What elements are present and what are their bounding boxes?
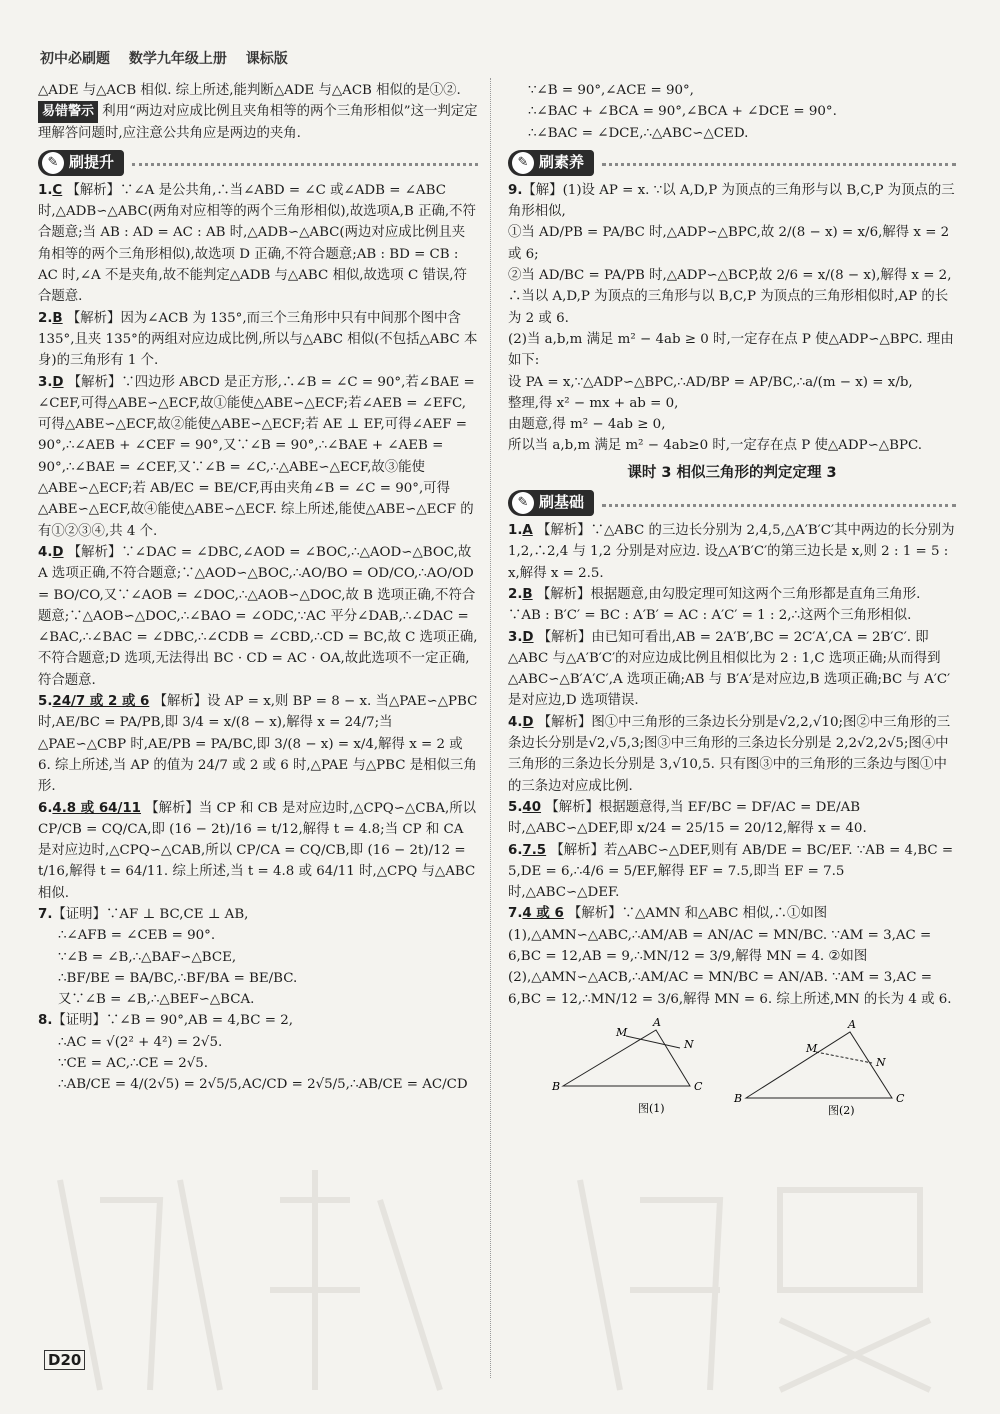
proof-line: ∴AB/CE = 4/(2√5) = 2√5/5,AC/CD = 2√5/5,∴AB/CE = AC/CD [58, 1077, 468, 1093]
label-n: N [684, 1037, 694, 1051]
proof-label: 【证明】 [52, 906, 106, 922]
question-number: 5. [508, 799, 523, 815]
question-9 [508, 180, 956, 457]
question-8 [38, 1010, 478, 1095]
dotted-rule [132, 163, 478, 166]
section-badge [508, 150, 594, 176]
figure-2 [733, 1018, 905, 1116]
proof-line: 又∵∠B = ∠B,∴△BEF∽△BCA. [58, 992, 255, 1008]
solution-line: ∴当以 A,D,P 为顶点的三角形与以 B,C,P 为顶点的三角形相似时,AP 的长为 2 或 6. [508, 289, 949, 326]
basic-question-1 [508, 520, 956, 584]
dotted-rule [602, 504, 956, 507]
question-number: 3. [38, 374, 53, 390]
column-divider [490, 78, 491, 1378]
warning-label: 易错警示 [38, 101, 98, 122]
intro-text: △ADE 与△ACB 相似. 综上所述,能判断△ADE 与△ACB 相似的是①②. [38, 83, 461, 98]
basic-question-6 [508, 840, 956, 904]
solution-line: 由题意,得 m² − 4ab ≥ 0, [508, 417, 666, 433]
section-header-jichu [508, 488, 956, 518]
question-4 [38, 542, 478, 691]
left-column [38, 80, 478, 1096]
question-6 [38, 798, 478, 904]
header-series: 初中必刷题 [40, 51, 110, 67]
solution-text: 【解析】由已知可看出,AB = 2A′B′,BC = 2C′A′,CA = 2B′C′. 即△ABC 与△A′B′C′的对应边成比例且相似比为 2 : 1,C 选项正确;从而得到△ABC∽△B′A′C′,A 选项正确;AB 与 B′A′是对应边,B 选项正确;BC 与 A′C′是对应边,D 选项错误. [508, 629, 951, 709]
continued-line: ∵∠B = 90°,∠ACE = 90°, [528, 83, 694, 98]
solution-text: 【解析】图①中三角形的三条边长分别是√2,2,√10;图②中三角形的三条边长分别是√2,√5,3;图③中三角形的三条边长分别是 2,2√2,2√5;图④中三角形的三条边长分别是 3,√10,5. 只有图③中的三角形的三条边与图①中的三条边对应成比例. [508, 714, 951, 794]
question-number: 1. [508, 523, 523, 539]
question-number: 2. [508, 586, 523, 602]
question-5 [38, 691, 478, 797]
answer: D [522, 714, 534, 730]
solution-text: 【解析】当 CP 和 CB 是对应边时,△CPQ∽△CBA,所以 CP/CB = CQ/CA,即 (16 − 2t)/16 = t/12,解得 t = 4.8;当 CP 和 CA 是对应边时,△CPQ∽△CAB,所以 CP/CA = CQ/CB,即 (16 − 2t)/12 = t/16,解得 t = 64/11. 综上所述,当 t = 4.8 或 64/11 时,△CPQ 与△ABC 相似. [38, 800, 477, 901]
answer: C [52, 182, 63, 198]
proof-line: ∴AC = √(2² + 4²) = 2√5. [58, 1034, 223, 1050]
question-1 [38, 180, 478, 308]
proof-line: ∵∠B = ∠B,∴△BAF∽△BCE, [58, 949, 237, 965]
question-number: 7. [38, 906, 53, 922]
answer: D [52, 544, 64, 560]
section-title: 刷基础 [539, 493, 585, 512]
label-b: B [734, 1091, 743, 1105]
right-column [508, 80, 956, 1116]
section-badge [508, 490, 594, 516]
basic-question-5 [508, 797, 956, 840]
solution-line: 设 PA = x,∵△ADP∽△BPC,∴AD/BP = AP/BC,∴a/(m − x) = x/b, [508, 374, 913, 390]
answer: B [522, 586, 533, 602]
question-number: 7. [508, 906, 523, 922]
proof-line: ∵∠B = 90°,AB = 4,BC = 2, [105, 1013, 294, 1029]
figure-1 [551, 1016, 703, 1115]
solution-text: 【解析】∵△ABC 的三边长分别为 2,4,5,△A′B′C′其中两边的长分别为 1,2,∴2,4 与 1,2 分别是对应边. 设△A′B′C′的第三边长是 x,则 2 : 1 = 5 : x,解得 x = 2.5. [508, 523, 955, 581]
solution-text: 【解析】∵四边形 ABCD 是正方形,∴∠B = ∠C = 90°,若∠BAE = ∠CEF,可得△ABE∽△ECF,故①能使△ABE∽△ECF;若∠AEB = ∠EFC,可得△ABE∽△ECF,故②能使△ABE∽△ECF;若 AE ⊥ EF,可得∠AEF = 90°,∴∠AEB + ∠CEF = 90°,又∵∠B = 90°,∴∠BAE + ∠AEB = 90°,∴∠BAE = ∠CEF,又∵∠B = ∠C,∴△ABE∽△ECF,故③能使△ABE∽△ECF;若 AB/EC = BE/CF,再由夹角∠B = ∠C = 90°,可得△ABE∽△ECF,故④能使△ABE∽△ECF. 综上所述,能使△ABE∽△ECF 的有①②③④,共 4 个. [38, 374, 475, 539]
label-n: N [876, 1055, 886, 1069]
page-number: D20 [44, 1350, 85, 1370]
dotted-rule [602, 163, 956, 166]
section-header-suyang [508, 148, 956, 178]
solution-line: 【解】(1)设 AP = x. ∵以 A,D,P 为顶点的三角形与以 B,C,P 为顶点的三角形相似, [508, 182, 955, 220]
solution-text: 【解析】设 AP = x,则 BP = 8 − x. 当△PAE∽△PBC 时,AE/BC = PA/PB,即 3/4 = x/(8 − x),解得 x = 24/7;当△PAE∽△CBP 时,AE/PB = PA/BC,即 3/(8 − x) = x/4,解得 x = 2 或 6. 综上所述,当 AP 的值为 24/7 或 2 或 6 时,△PAE 与△PBC 是相似三角形. [38, 694, 478, 795]
section-header-tisheng [38, 148, 478, 178]
answer: 4.8 或 64/11 [52, 800, 142, 816]
warning-text: 利用“两边对应成比例且夹角相等的两个三角形相似”这一判定定理解答问题时,应注意公共角应是两边的夹角. [38, 104, 478, 141]
question-number: 4. [508, 714, 523, 730]
basic-question-3 [508, 627, 956, 712]
section-badge [38, 150, 124, 176]
question-number: 1. [38, 182, 53, 198]
label-a: A [848, 1017, 856, 1031]
proof-line: ∵CE = AC,∴CE = 2√5. [58, 1056, 209, 1072]
figure-2-caption: 图(2) [828, 1103, 855, 1116]
question-number: 4. [38, 544, 53, 560]
question-2 [38, 308, 478, 372]
question-number: 2. [38, 310, 53, 326]
solution-line: 整理,得 x² − mx + ab = 0, [508, 395, 679, 411]
answer: D [52, 374, 64, 390]
question-number: 8. [38, 1013, 53, 1029]
label-m: M [616, 1025, 628, 1039]
question-number: 6. [38, 800, 53, 816]
continued-line: ∴∠BAC = ∠DCE,∴△ABC∽△CED. [528, 125, 749, 141]
pencil-icon: ✎ [42, 152, 64, 174]
basic-question-4 [508, 712, 956, 797]
figures [508, 1016, 956, 1116]
proof-label: 【证明】 [52, 1013, 106, 1029]
question-number: 9. [508, 182, 523, 198]
solution-text: 【解析】∵∠DAC = ∠DBC,∠AOD = ∠BOC,∴△AOD∽△BOC,故 A 选项正确,不符合题意;∵△AOD∽△BOC,∴AO/BO = OD/CO,∴AO/OD = BO/CO,又∵∠AOB = ∠DOC,∴△AOB∽△DOC,故 B 选项正确,不符合题意;∵△AOB∽△DOC,∴∠BAO = ∠ODC,∵AC 平分∠DAB,∴∠DAC = ∠BAC,∴∠BAC = ∠DBC,∴∠CDB = ∠CBD,∴CD = BC,故 C 选项正确,不符合题意;D 选项,无法得出 BC · CD = AC · OA,故此选项不一定正确,符合题意. [38, 544, 478, 688]
answer: 24/7 或 2 或 6 [52, 694, 150, 710]
label-c: C [896, 1091, 905, 1105]
solution-line: (2)当 a,b,m 满足 m² − 4ab ≥ 0 时,一定存在点 P 使△ADP∽△BPC. 理由如下: [508, 331, 954, 369]
proof-line: ∴BF/BE = BA/BC,∴BF/BA = BE/BC. [58, 970, 298, 986]
basic-question-7 [508, 903, 956, 1009]
solution-text: 【解析】因为∠ACB 为 135°,而三个三角形中只有中间那个图中含 135°,且夹 135°的两组对应边成比例,所以与△ABC 相似(不包括△ABC 本身)的三角形有 1 个. [38, 310, 478, 369]
label-c: C [694, 1079, 703, 1093]
solution-text: 【解析】根据题意得,当 EF/BC = DF/AC = DE/AB 时,△ABC∽△DEF,即 x/24 = 25/15 = 20/12,解得 x = 40. [508, 799, 867, 837]
pencil-icon: ✎ [512, 152, 534, 174]
label-m: M [806, 1041, 818, 1055]
watermark-decoration [20, 1140, 980, 1410]
label-b: B [552, 1079, 561, 1093]
solution-line: ①当 AD/PB = PA/BC 时,△ADP∽△BPC,故 2/(8 − x) = x/6,解得 x = 2 或 6; [508, 225, 950, 262]
section-title: 刷提升 [69, 153, 115, 172]
answer: D [522, 629, 534, 645]
question-number: 6. [508, 842, 523, 858]
solution-text: 【解析】若△ABC∽△DEF,则有 AB/DE = BC/EF. ∵AB = 4,BC = 5,DE = 6,∴4/6 = 5/EF,解得 EF = 7.5,即当 EF = 7.5 时,△ABC∽△DEF. [508, 842, 954, 901]
header-subject: 数学九年级上册 [128, 51, 227, 67]
pencil-icon: ✎ [512, 492, 534, 514]
question-3 [38, 372, 478, 542]
page-header [40, 48, 302, 68]
solution-text: 【解析】∵∠A 是公共角,∴当∠ABD = ∠C 或∠ADB = ∠ABC 时,△ADB∽△ABC(两角对应相等的两个三角形相似),故选项A,B 正确,不符合题意;当 AB : AD = AC : AB 时,△ADB∽△ABC(两边对应成比例且夹角相等的两个三角形相似),故选项 D 正确,不符合题意;AB : BD = CB : AC 时,∠A 不是夹角,故不能判定△ADB 与△ABC 相似,故选项 C 错误,符合题意. [38, 182, 476, 305]
answer: B [52, 310, 63, 326]
question-7 [38, 904, 478, 1010]
question-number: 3. [508, 629, 523, 645]
header-edition: 课标版 [245, 51, 288, 67]
answer: 7.5 [522, 842, 547, 858]
lesson-title: 课时 3 相似三角形的判定定理 3 [627, 464, 837, 481]
warning-note [38, 101, 478, 144]
solution-text: 【解析】根据题意,由勾股定理可知这两个三角形都是直角三角形. ∵AB : B′C′ = BC : A′B′ = AC : A′C′ = 1 : 2,∴这两个三角形相似. [508, 586, 921, 624]
section-title: 刷素养 [539, 153, 585, 172]
proof-line: ∵AF ⊥ BC,CE ⊥ AB, [105, 906, 249, 922]
answer: 40 [522, 799, 542, 815]
solution-line: ②当 AD/BC = PA/PB 时,△ADP∽△BCP,故 2/6 = x/(8 − x),解得 x = 2, [508, 268, 952, 284]
basic-question-2 [508, 584, 956, 627]
solution-text: 【解析】∵△AMN 和△ABC 相似,∴①如图(1),△AMN∽△ABC,∴AM/AB = AN/AC = MN/BC. ∵AM = 3,AC = 6,BC = 12,AB = 9,∴MN/12 = 3/9,解得 MN = 4. ②如图(2),△AMN∽△ACB,∴AM/AC = MN/BC = AN/AB. ∵AM = 3,AC = 6,BC = 12,∴MN/12 = 3/6,解得 MN = 6. 综上所述,MN 的长为 4 或 6. [508, 906, 952, 1007]
continued-line: ∴∠BAC + ∠BCA = 90°,∠BCA + ∠DCE = 90°. [528, 104, 837, 120]
figure-1-caption: 图(1) [638, 1101, 665, 1115]
answer: A [522, 523, 533, 539]
triangle-figures [508, 1016, 956, 1116]
proof-line: ∴∠AFB = ∠CEB = 90°. [58, 928, 216, 944]
solution-line: 所以当 a,b,m 满足 m² − 4ab≥0 时,一定存在点 P 使△ADP∽△BPC. [508, 438, 922, 454]
question-number: 5. [38, 694, 53, 710]
label-a: A [653, 1015, 661, 1029]
answer: 4 或 6 [522, 906, 564, 922]
